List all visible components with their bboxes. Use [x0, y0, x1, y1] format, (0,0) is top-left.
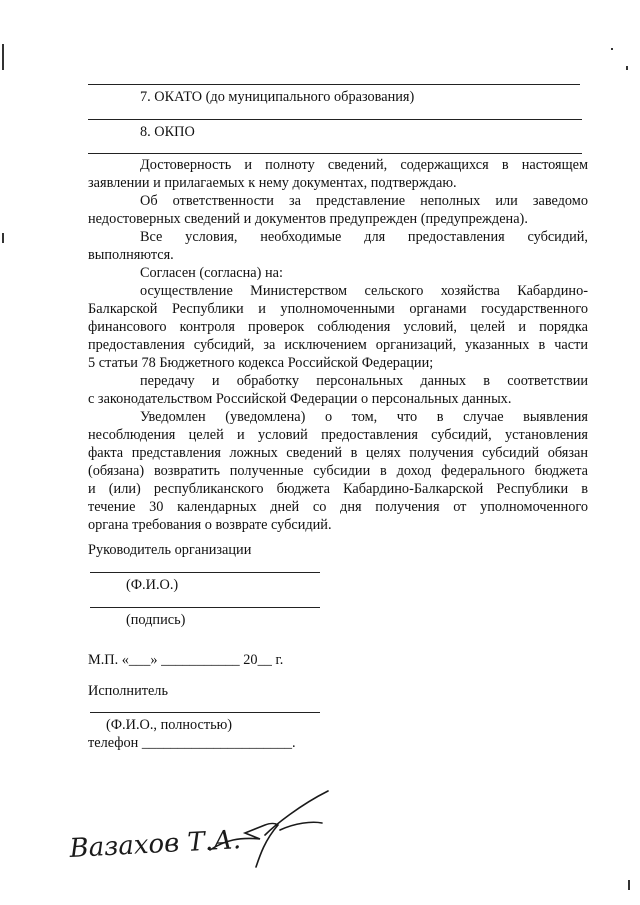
- phone-value: _____________________.: [141, 735, 296, 751]
- executor-title: Исполнитель: [88, 683, 168, 699]
- head-title: Руководитель организации: [88, 542, 252, 558]
- margin-mark: [628, 880, 630, 890]
- declaration-line: органа требования о возврате субсидий.: [88, 517, 332, 533]
- okato-top-rule: [88, 84, 580, 85]
- fio-caption: (Ф.И.О.): [126, 577, 179, 593]
- declaration-line: Достоверность и полноту сведений, содержащихся в настоящем: [140, 157, 588, 173]
- handwritten-name: Вазахов Т.А.: [68, 825, 242, 864]
- declaration-line: Балкарской Республики и уполномоченными органами государственного: [88, 301, 588, 317]
- declaration-line: Все условия, необходимые для предоставления субсидий,: [140, 229, 588, 245]
- executor-fio-line: [90, 712, 320, 713]
- phone-label: телефон: [88, 735, 142, 751]
- declaration-line: Уведомлен (уведомлена) о том, что в случае выявления: [140, 409, 588, 425]
- executor-fio-caption: (Ф.И.О., полностью): [106, 717, 233, 733]
- declaration-line: Об ответственности за представление неполных или заведомо: [140, 193, 588, 209]
- okato-label: 7. ОКАТО (до муниципального образования): [140, 89, 415, 105]
- declaration-line: (обязана) возвратить полученные субсидии в доход федерального бюджета: [88, 463, 588, 479]
- declaration-line: недостоверных сведений и документов предупрежден (предупреждена).: [88, 211, 528, 227]
- sign-caption: (подпись): [126, 612, 186, 628]
- declaration-line: предоставления субсидий, за исключением организаций, указанных в части: [88, 337, 588, 353]
- declaration-line: течение 30 календарных дней со дня получения от уполномоченного: [88, 499, 588, 515]
- fio-line: [90, 572, 320, 573]
- stamp-date-line: М.П. «___» ___________ 20__ г.: [88, 652, 284, 668]
- margin-mark: [2, 233, 4, 243]
- declaration-line: и (или) республиканского бюджета Кабардино-Балкарской Республики в: [88, 481, 588, 497]
- handwritten-signature: [60, 795, 360, 885]
- declaration-line: несоблюдения целей и условий предоставления субсидий, установления: [88, 427, 588, 443]
- declaration-line: финансового контроля проверок соблюдения условий, целей и порядка: [88, 319, 588, 335]
- phone-row: [88, 734, 296, 752]
- okpo-label: 8. ОКПО: [140, 124, 195, 140]
- declaration-line: 5 статьи 78 Бюджетного кодекса Российской Федерации;: [88, 355, 434, 371]
- declaration-line: передачу и обработку персональных данных в соответствии: [140, 373, 588, 389]
- margin-mark: [611, 48, 613, 50]
- declaration-line: Согласен (согласна) на:: [140, 265, 283, 281]
- okpo-bottom-rule: [88, 153, 582, 154]
- margin-mark: [626, 66, 628, 70]
- declaration-line: осуществление Министерством сельского хозяйства Кабардино-: [140, 283, 588, 299]
- okato-bottom-rule: [88, 119, 582, 120]
- declaration-line: заявлении и прилагаемых к нему документах, подтверждаю.: [88, 175, 457, 191]
- margin-mark: [2, 44, 4, 70]
- declaration-line: факта представления ложных сведений в целях получения субсидий обязан: [88, 445, 588, 461]
- declaration-line: с законодательством Российской Федерации о персональных данных.: [88, 391, 512, 407]
- declaration-line: выполняются.: [88, 247, 174, 263]
- sign-line: [90, 607, 320, 608]
